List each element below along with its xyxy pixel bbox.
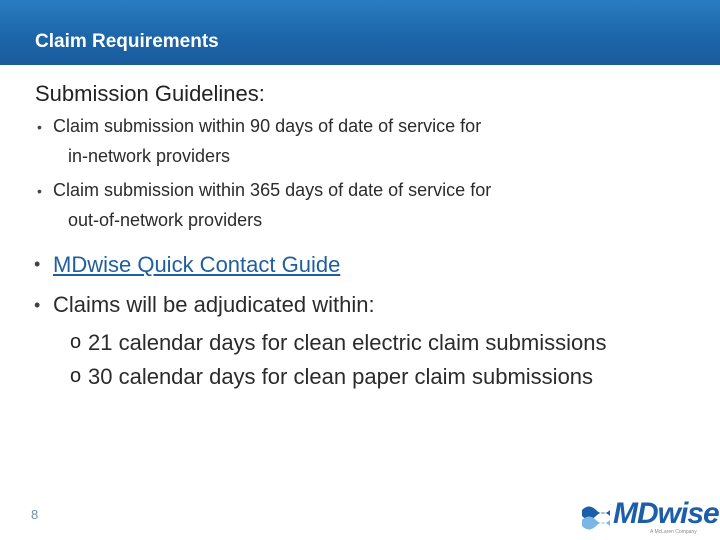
- bullet-marker: •: [34, 295, 41, 315]
- bullet-marker: •: [34, 254, 41, 274]
- sub-bullet-marker: o: [70, 331, 82, 353]
- submission-guidelines-heading: Submission Guidelines:: [35, 81, 265, 106]
- logo-wave-icon: [580, 500, 614, 534]
- bullet-out-of-network-line2: out-of-network providers: [68, 210, 263, 230]
- bullet-marker: •: [37, 183, 42, 199]
- bullet-marker: •: [37, 119, 42, 135]
- logo-wordmark: MDwise: [613, 497, 719, 530]
- page-number: 8: [31, 507, 39, 522]
- adjudication-item-paper: 30 calendar days for clean paper claim submissions: [88, 364, 594, 389]
- logo-tagline: A McLaren Company: [650, 529, 697, 535]
- sub-bullet-marker: o: [70, 365, 82, 387]
- bullet-in-network-line2: in-network providers: [68, 146, 231, 166]
- quick-contact-guide-link[interactable]: MDwise Quick Contact Guide: [53, 252, 341, 277]
- bullet-out-of-network-line1: Claim submission within 365 days of date of service for: [53, 180, 492, 200]
- slide-title: Claim Requirements: [35, 31, 219, 52]
- adjudication-text: Claims will be adjudicated within:: [53, 292, 375, 317]
- mdwise-logo: [580, 495, 719, 535]
- adjudication-item-electric: 21 calendar days for clean electric claim submissions: [88, 330, 607, 355]
- bullet-in-network-line1: Claim submission within 90 days of date of service for: [53, 116, 482, 136]
